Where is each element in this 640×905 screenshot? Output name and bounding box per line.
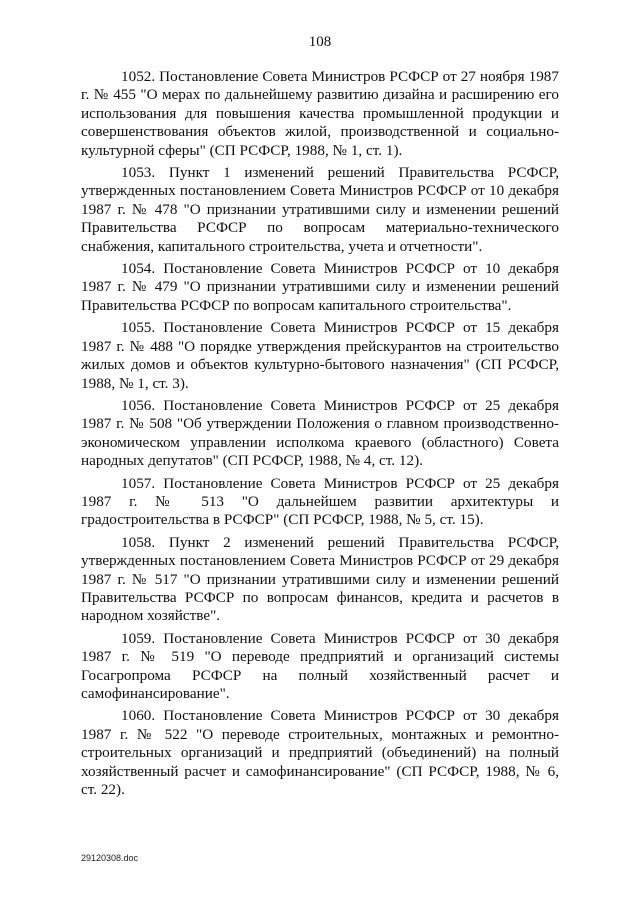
page-number: 108 xyxy=(308,34,332,50)
list-item-1054: 1054. Постановление Совета Министров РСФСР от 10 декабря 1987 г. № 479 "О признании утратившими силу и изменении решений Правительства РСФСР по вопросам капитального строительства". xyxy=(81,260,559,314)
list-item-1057: 1057. Постановление Совета Министров РСФСР от 25 декабря 1987 г. № 513 "О дальнейшем развитии архитектуры и градостроительства в РСФСР" (СП РСФСР, 1988, № 5, ст. 15). xyxy=(81,474,559,529)
document-body xyxy=(81,68,559,799)
list-item-1056: 1056. Постановление Совета Министров РСФСР от 25 декабря 1987 г. № 508 "Об утверждении Положения о главном производственно-экономическом управлении исполкома краевого (областного) Совета народных депутатов" (СП РСФСР, 1988, № 4, ст. 12). xyxy=(81,396,559,470)
list-item-1052: 1052. Постановление Совета Министров РСФСР от 27 ноября 1987 г. № 455 "О мерах по дальнейшему развитию дизайна и расширению его использования для повышения качества промышленной продукции и совершенствования объектов жилой, производственной и социально-культурной сферы" (СП РСФСР, 1988, № 1, ст. 1). xyxy=(81,68,559,159)
list-item-1055: 1055. Постановление Совета Министров РСФСР от 15 декабря 1987 г. № 488 "О порядке утверждения прейскурантов на строительство жилых домов и объектов культурно-бытового назначения" (СП РСФСР, 1988, № 1, ст. 3). xyxy=(81,319,559,392)
list-item-1060: 1060. Постановление Совета Министров РСФСР от 30 декабря 1987 г. № 522 "О переводе строительных, монтажных и ремонтно-строительных организаций и предприятий (объединений) на полный хозяйственный расчет и самофинансирование" (СП РСФСР, 1988, № 6, ст. 22). xyxy=(81,707,559,799)
list-item-1058: 1058. Пункт 2 изменений решений Правительства РСФСР, утвержденных постановлением Совета Министров РСФСР от 29 декабря 1987 г. № 517 "О признании утратившими силу и изменении решений Правительства РСФСР по вопросам финансов, кредита и расчетов в народном хозяйстве". xyxy=(81,533,559,625)
list-item-1053: 1053. Пункт 1 изменений решений Правительства РСФСР, утвержденных постановлением Совета Министров РСФСР от 10 декабря 1987 г. № 478 "О признании утратившими силу и изменении решений Правительства РСФСР по вопросам материально-технического снабжения, капитального строительства, учета и отчетности". xyxy=(81,164,559,255)
footer-filename: 29120308.doc xyxy=(81,853,139,863)
list-item-1059: 1059. Постановление Совета Министров РСФСР от 30 декабря 1987 г. № 519 "О переводе предприятий и организаций системы Госагропрома РСФСР на полный хозяйственный расчет и самофинансирование". xyxy=(81,629,559,702)
